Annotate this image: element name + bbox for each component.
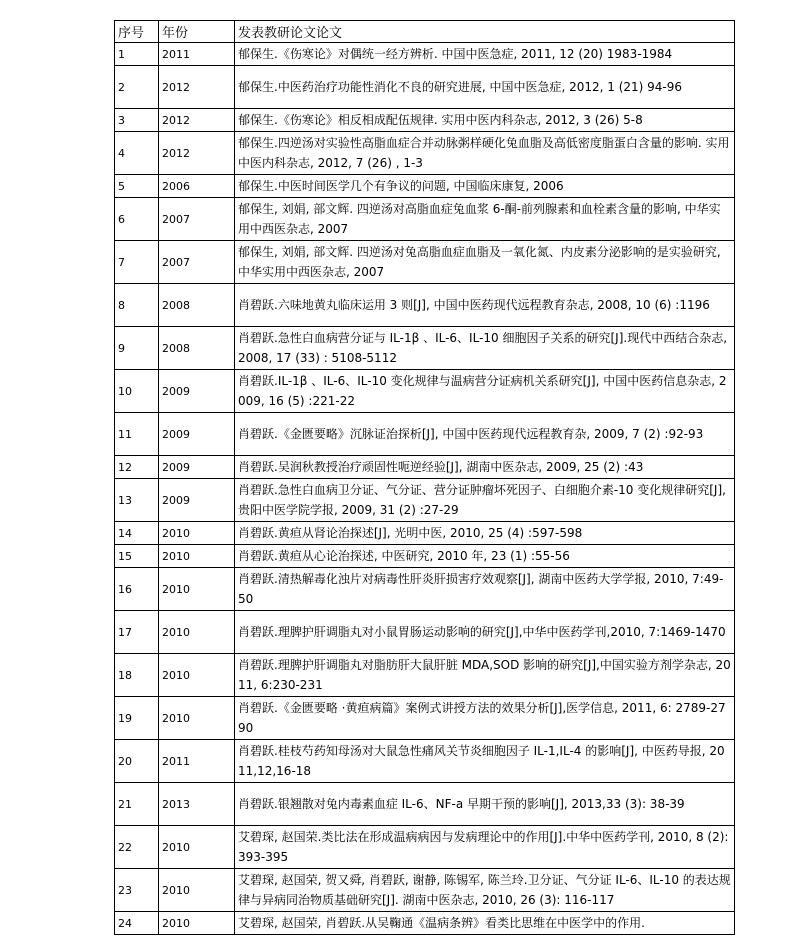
row-year: 2007 — [159, 241, 235, 284]
row-citation: 郁保生.《伤寒论》相反相成配伍规律. 实用中医内科杂志, 2012, 3 (26) 5-8 — [235, 109, 735, 132]
row-num: 21 — [115, 783, 159, 826]
header-year: 年份 — [159, 21, 235, 43]
table-row — [115, 479, 735, 522]
row-citation: 肖碧跃.急性白血病营分证与 IL-1β 、IL-6、IL-10 细胞因子关系的研究[J].现代中西结合杂志, 2008, 17 (33) : 5108-5112 — [235, 327, 735, 370]
row-num: 15 — [115, 545, 159, 568]
row-year: 2009 — [159, 456, 235, 479]
row-citation: 肖碧跃.《金匮要略》沉脉证治探析[J], 中国中医药现代远程教育杂, 2009, 7 (2) :92-93 — [235, 413, 735, 456]
row-year: 2009 — [159, 479, 235, 522]
table-row — [115, 740, 735, 783]
row-citation: 肖碧跃.吴润秋教授治疗顽固性呃逆经验[J], 湖南中医杂志, 2009, 25 (2) :43 — [235, 456, 735, 479]
row-year: 2010 — [159, 826, 235, 869]
table-row — [115, 109, 735, 132]
row-year: 2011 — [159, 43, 235, 66]
row-num: 18 — [115, 654, 159, 697]
table-row — [115, 522, 735, 545]
row-citation: 肖碧跃.银翘散对兔内毒素血症 IL-6、NF-a 早期干预的影响[J], 2013,33 (3): 38-39 — [235, 783, 735, 826]
row-year: 2013 — [159, 783, 235, 826]
table-row — [115, 783, 735, 826]
row-year: 2010 — [159, 545, 235, 568]
row-citation: 郁保生.中医时间医学几个有争议的问题, 中国临床康复, 2006 — [235, 175, 735, 198]
row-num: 4 — [115, 132, 159, 175]
row-year: 2007 — [159, 198, 235, 241]
table-row — [115, 198, 735, 241]
row-citation: 肖碧跃.急性白血病卫分证、气分证、营分证肿瘤坏死因子、白细胞介素-10 变化规律研究[J], 贵阳中医学院学报, 2009, 31 (2) :27-29 — [235, 479, 735, 522]
row-year: 2010 — [159, 869, 235, 912]
row-year: 2012 — [159, 66, 235, 109]
row-num: 23 — [115, 869, 159, 912]
table-header-row — [115, 21, 735, 43]
row-year: 2010 — [159, 697, 235, 740]
row-num: 13 — [115, 479, 159, 522]
row-citation: 郁保生, 刘娟, 部文辉. 四逆汤对高脂血症兔血浆 6-酮-前列腺素和血栓素含量的影响, 中华实用中西医杂志, 2007 — [235, 198, 735, 241]
row-citation: 郁保生, 刘娟, 部文辉. 四逆汤对兔高脂血症血脂及一氧化氮、内皮素分泌影响的是实验研究, 中华实用中西医杂志, 2007 — [235, 241, 735, 284]
row-citation: 肖碧跃.桂枝芍药知母汤对大鼠急性痛风关节炎细胞因子 IL-1,IL-4 的影响[J], 中医药导报, 2011,12,16-18 — [235, 740, 735, 783]
row-num: 7 — [115, 241, 159, 284]
table-row — [115, 132, 735, 175]
row-year: 2008 — [159, 327, 235, 370]
row-citation: 艾碧琛, 赵国荣, 肖碧跃.从吴鞠通《温病条辨》看类比思维在中医学中的作用. — [235, 912, 735, 935]
row-num: 2 — [115, 66, 159, 109]
row-num: 20 — [115, 740, 159, 783]
row-year: 2010 — [159, 912, 235, 935]
table-row — [115, 413, 735, 456]
table-row — [115, 611, 735, 654]
row-year: 2011 — [159, 740, 235, 783]
row-num: 5 — [115, 175, 159, 198]
table-row — [115, 869, 735, 912]
row-num: 14 — [115, 522, 159, 545]
row-num: 19 — [115, 697, 159, 740]
row-citation: 郁保生.中医药治疗功能性消化不良的研究进展, 中国中医急症, 2012, 1 (21) 94-96 — [235, 66, 735, 109]
row-year: 2008 — [159, 284, 235, 327]
publications-table — [114, 20, 735, 935]
row-num: 6 — [115, 198, 159, 241]
row-num: 9 — [115, 327, 159, 370]
table-row — [115, 175, 735, 198]
table-row — [115, 545, 735, 568]
table-row — [115, 568, 735, 611]
row-num: 17 — [115, 611, 159, 654]
row-year: 2009 — [159, 370, 235, 413]
row-citation: 肖碧跃.黄疸从肾论治探述[J], 光明中医, 2010, 25 (4) :597-598 — [235, 522, 735, 545]
row-num: 11 — [115, 413, 159, 456]
row-num: 12 — [115, 456, 159, 479]
row-citation: 肖碧跃.六味地黄丸临床运用 3 则[J], 中国中医药现代远程教育杂志, 2008, 10 (6) :1196 — [235, 284, 735, 327]
row-num: 24 — [115, 912, 159, 935]
row-year: 2012 — [159, 132, 235, 175]
row-num: 1 — [115, 43, 159, 66]
table-row — [115, 456, 735, 479]
row-citation: 肖碧跃.黄疸从心论治探述, 中医研究, 2010 年, 23 (1) :55-56 — [235, 545, 735, 568]
row-year: 2010 — [159, 568, 235, 611]
row-citation: 郁保生.四逆汤对实验性高脂血症合并动脉粥样硬化兔血脂及高低密度脂蛋白含量的影响. 实用中医内科杂志, 2012, 7 (26) , 1-3 — [235, 132, 735, 175]
row-num: 3 — [115, 109, 159, 132]
table-row — [115, 826, 735, 869]
table-row — [115, 284, 735, 327]
table-row — [115, 654, 735, 697]
table-row — [115, 697, 735, 740]
row-num: 22 — [115, 826, 159, 869]
row-citation: 艾碧琛, 赵国荣.类比法在形成温病病因与发病理论中的作用[J].中华中医药学刊, 2010, 8 (2): 393-395 — [235, 826, 735, 869]
table-row — [115, 370, 735, 413]
row-citation: 郁保生.《伤寒论》对偶统一经方辨析. 中国中医急症, 2011, 12 (20) 1983-1984 — [235, 43, 735, 66]
table-row — [115, 66, 735, 109]
row-citation: 肖碧跃.理脾护肝调脂丸对脂肪肝大鼠肝脏 MDA,SOD 影响的研究[J],中国实验方剂学杂志, 2011, 6:230-231 — [235, 654, 735, 697]
row-year: 2009 — [159, 413, 235, 456]
table-row — [115, 43, 735, 66]
row-citation: 肖碧跃.IL-1β 、IL-6、IL-10 变化规律与温病营分证病机关系研究[J], 中国中医药信息杂志, 2009, 16 (5) :221-22 — [235, 370, 735, 413]
row-year: 2006 — [159, 175, 235, 198]
table-row — [115, 241, 735, 284]
row-year: 2010 — [159, 654, 235, 697]
row-year: 2010 — [159, 611, 235, 654]
row-num: 10 — [115, 370, 159, 413]
table-row — [115, 327, 735, 370]
header-num: 序号 — [115, 21, 159, 43]
row-citation: 肖碧跃.理脾护肝调脂丸对小鼠胃肠运动影响的研究[J],中华中医药学刊,2010, 7:1469-1470 — [235, 611, 735, 654]
row-year: 2012 — [159, 109, 235, 132]
row-num: 8 — [115, 284, 159, 327]
row-citation: 肖碧跃.清热解毒化浊片对病毒性肝炎肝损害疗效观察[J], 湖南中医药大学学报, 2010, 7:49-50 — [235, 568, 735, 611]
row-num: 16 — [115, 568, 159, 611]
row-citation: 肖碧跃.《金匮要略 ·黄疸病篇》案例式讲授方法的效果分析[J],医学信息, 2011, 6: 2789-2790 — [235, 697, 735, 740]
table-row — [115, 912, 735, 935]
header-title: 发表教研论文论文 — [235, 21, 735, 43]
row-year: 2010 — [159, 522, 235, 545]
row-citation: 艾碧琛, 赵国荣, 贺又舜, 肖碧跃, 谢静, 陈锡军, 陈兰玲.卫分证、气分证 IL-6、IL-10 的表达规律与异病同治物质基础研究[J]. 湖南中医杂志, 2010, 26 (3): 116-117 — [235, 869, 735, 912]
